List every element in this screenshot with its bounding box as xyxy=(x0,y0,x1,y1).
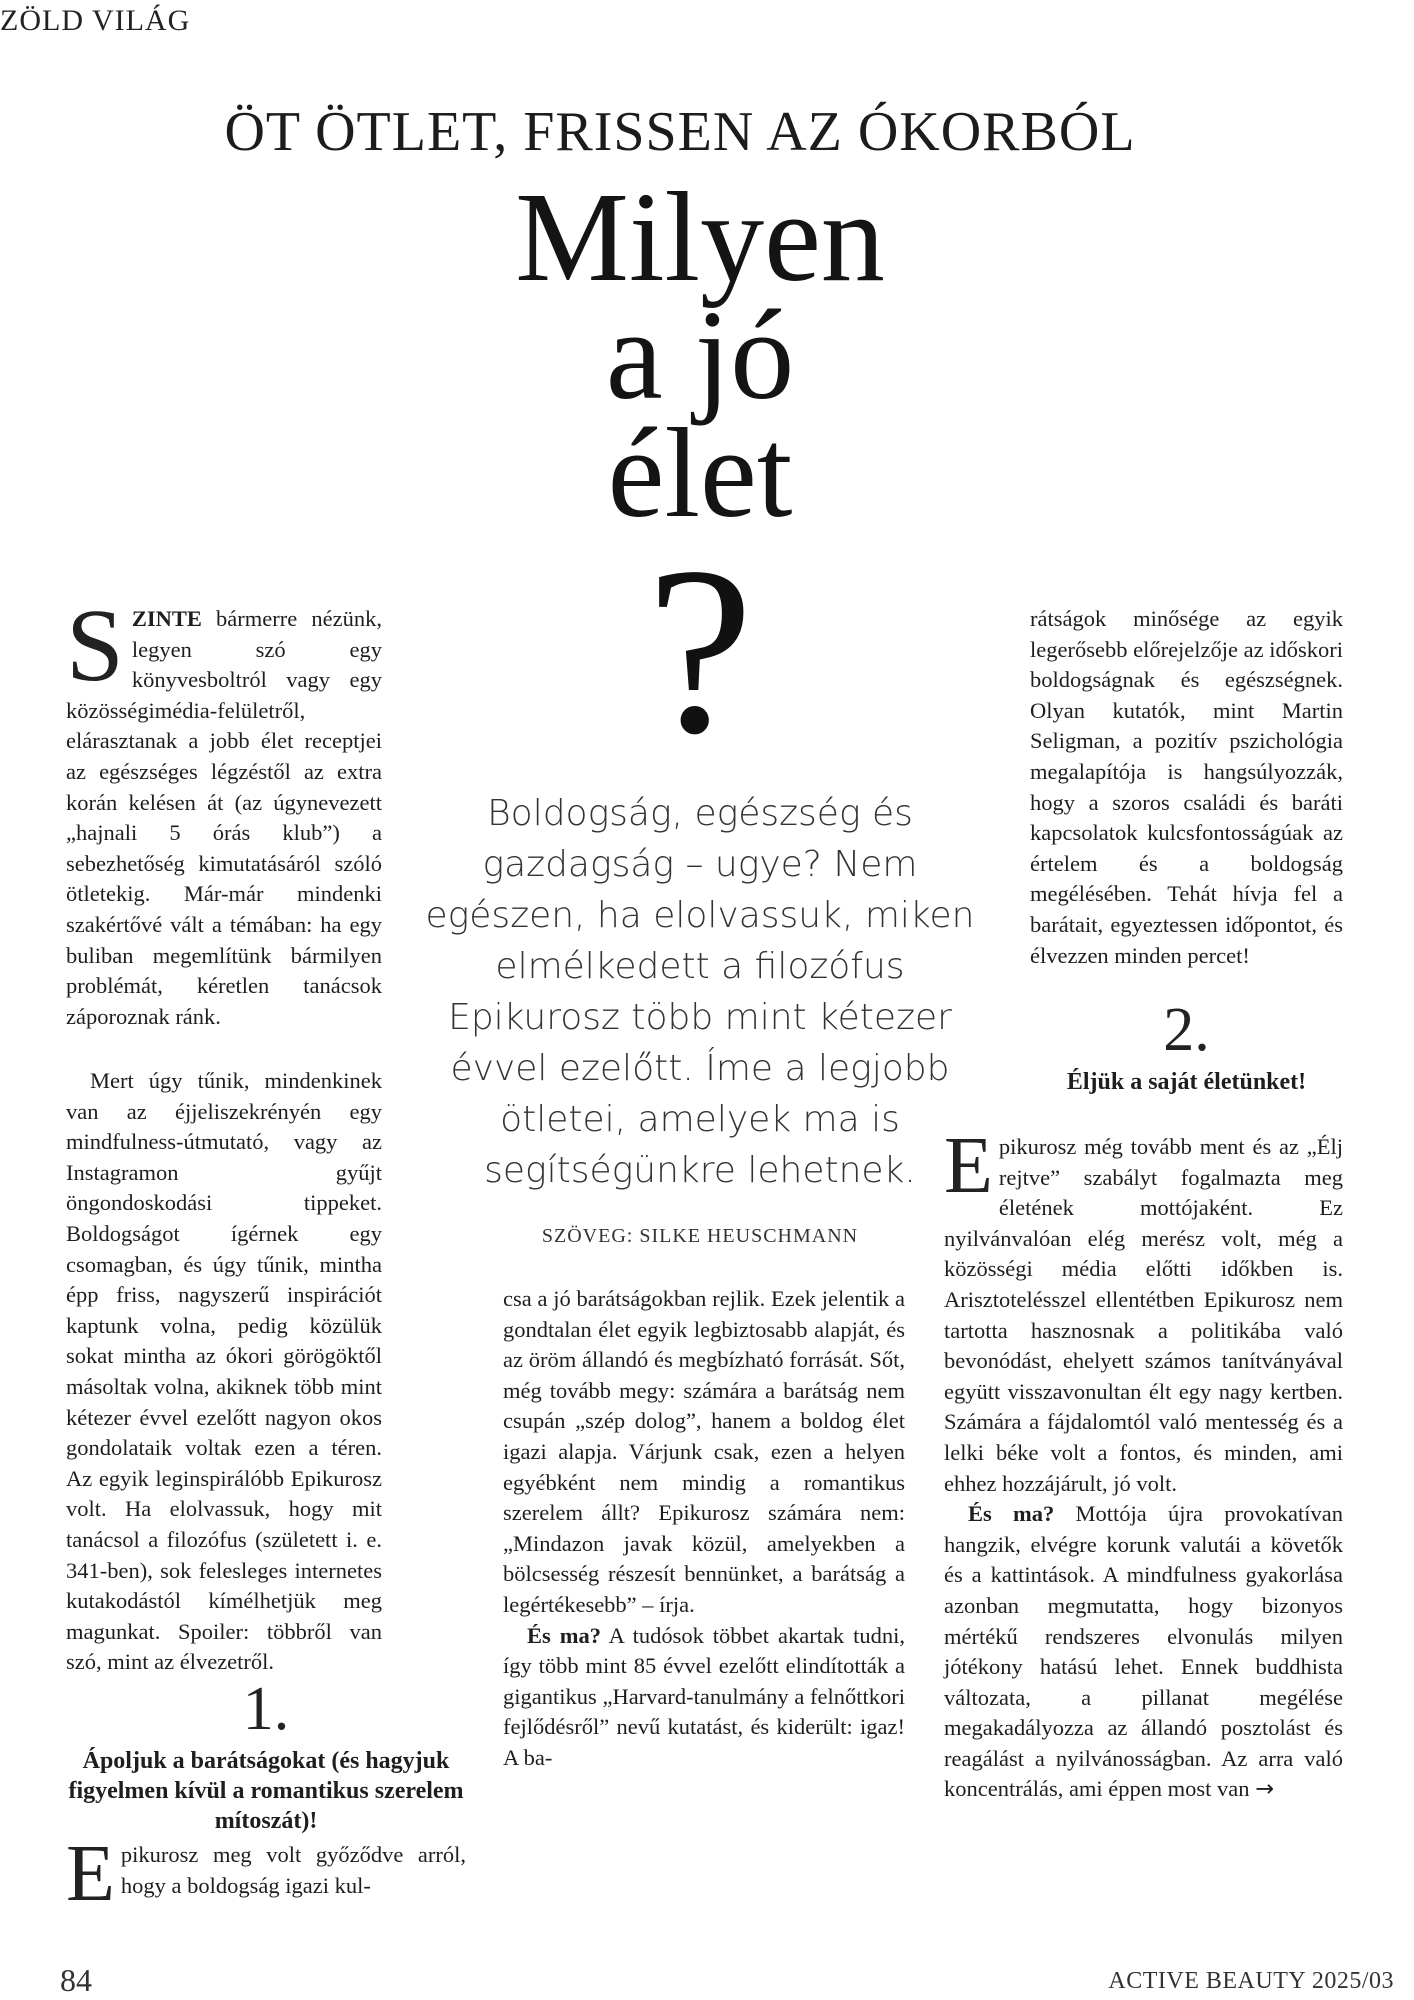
headline-line-3: élet xyxy=(607,402,793,544)
section-1-paragraph xyxy=(66,1830,466,1918)
es-ma-leadin-2: És ma? xyxy=(968,1501,1055,1527)
section-1 xyxy=(66,1675,466,1918)
dropcap-e-1: E xyxy=(66,1830,115,1918)
es-ma-leadin-1: És ma? xyxy=(527,1622,601,1648)
paragraph-2: Mert úgy tűnik, mindenkinek van az éjjeliszekrényén egy mindfulness-útmutató, vagy az Instagramon gyűjt öngondoskodási tippeket. Boldogságot ígérnek egy csomagban, és úgy tűnik, mintha épp friss, nagyszerű inspirációt kaptunk volna, pedig közülük sokat mintha az ókori görögöktől másoltak volna, akiknek több mint kétezer évvel ezelőtt nagyon okos gondolataik voltak ezen a téren. Az egyik leginspirálóbb Epikurosz volt. Ha elolvassuk, hogy mit tanácsol a filozófus (született i. e. 341-ben), sok felesleges internetes kutakodástól kímélhetjük meg magunkat. Spoiler: többről van szó, mint az élvezetről. xyxy=(66,1068,382,1675)
section-tag: ZÖLD VILÁG xyxy=(0,4,191,37)
article-headline xyxy=(400,166,1000,544)
headline-line-2: a jó xyxy=(605,284,795,426)
column-3-top xyxy=(1030,604,1343,1101)
page-number: 84 xyxy=(60,1962,92,1998)
article-lead: Boldogság, egészség és gazdagság – ugye? Nem egészen, ha elolvassuk, miken elmélkedett a filozófus Epikurosz több mint kétezer évvel ezelőtt. Íme a legjobb ötletei, amelyek ma is segítségünkre lehetnek. xyxy=(425,793,975,1191)
byline: SZÖVEG: SILKE HEUSCHMANN xyxy=(541,1225,859,1247)
section-1-title: Ápoljuk a barátságokat (és hagyjuk figyelmen kívül a romantikus szerelem mítoszát)! xyxy=(68,1748,464,1834)
column-1-top xyxy=(66,588,382,1032)
section-1-text: pikurosz meg volt győződve arról, hogy a boldogság igazi kul- xyxy=(120,1842,466,1898)
section-2-paragraph-2-text: Mottója újra provokatívan hangzik, elvégre korunk valutái a követők és a kattintások. A mindfulness gyakorlása azonban megmutatta, hogy bizonyos mértékű rendszeres elvonulás milyen jótékony hatású lehet. Ennek buddhista változata, a pillanat megélése megakadályozza az állandó posztolást és reagálást a nyilvánosságban. Az arra való koncentrálás, ami éppen most van xyxy=(944,1501,1343,1802)
column-2-paragraph-2 xyxy=(503,1621,905,1774)
intro-lead-word: ZINTE xyxy=(131,606,202,631)
continue-arrow-icon: → xyxy=(1255,1776,1275,1803)
column-1-mid xyxy=(66,1066,382,1678)
section-2-text: pikurosz még tovább ment és az „Élj rejtve” szabályt fogalmazta meg életének mottójaként. Ez nyilvánvalóan elég merész volt, még a közösségi média előtti időkben is. Arisztotelésszel ellentétben Epikurosz nem tartotta hasznosnak a politikába való bevonódást, ehelyett számos tanítványával együtt visszavonultan élt egy nagy kertben. Számára a fájdalomtól való mentesség és a lelki béke volt a fontos, és minden, ami ehhez hozzájárult, jó volt. xyxy=(944,1134,1343,1496)
section-2-number: 2. xyxy=(1163,996,1210,1065)
magazine-issue: ACTIVE BEAUTY 2025/03 xyxy=(1108,1968,1394,1994)
section-2-title: Éljük a saját életünket! xyxy=(1066,1069,1307,1096)
section-2-paragraph-2 xyxy=(944,1499,1343,1805)
column-2-paragraph-2-text: A tudósok többet akartak tudni, így több mint 85 évvel ezelőtt elindították a gigantikus „Harvard-tanulmány a felnőttkori fejlődésről” nevű kutatást, és kiderült: igaz! A ba- xyxy=(503,1622,905,1770)
column-3-bottom xyxy=(944,1122,1343,1805)
column-2 xyxy=(503,1284,905,1774)
question-mark: ? xyxy=(646,517,754,783)
section-1-number: 1. xyxy=(242,1675,290,1743)
headline-line-1: Milyen xyxy=(515,166,885,308)
intro-text: bármerre nézünk, legyen szó egy könyvesboltról vagy egy közösségimédia-felületről, elárasztanak a jobb élet receptjei az egészséges légzéstől az extra korán kelésen át (az úgynevezett „hajnali 5 órás klub”) a sebezhetőség kimutatásáról szóló ötletekig. Már-már mindenki szakértővé vált a témában: ha egy buliban megemlítünk bármilyen problémát, kéretlen tanácsok záporoznak ránk. xyxy=(66,606,382,1029)
dropcap-s: S xyxy=(66,588,124,703)
section-2-paragraph xyxy=(944,1122,1343,1499)
article-kicker: ÖT ÖTLET, FRISSEN AZ ÓKORBÓL xyxy=(224,101,1136,163)
dropcap-e-2: E xyxy=(944,1122,993,1210)
intro-paragraph xyxy=(66,588,382,1032)
column-2-paragraph-1: csa a jó barátságokban rejlik. Ezek jelentik a gondtalan élet egyik legbiztosabb alapját, és az öröm állandó és megbízható forrását. Sőt, még tovább megy: számára a barátság nem csupán „szép dolog”, hanem a boldog élet igazi alapja. Várjunk csak, ezen a helyen egyébként nem mindig a romantikus szerelem állt? Epikurosz számára nem: „Mindazon javak közül, amelyekben a bölcsesség részesít bennünket, a barátság a legértékesebb” – írja. xyxy=(503,1286,905,1617)
column-3-paragraph-1: rátságok minősége az egyik legerősebb előrejelzője az időskori boldogságnak és egészségnek. Olyan kutatók, mint Martin Seligman, a pozitív pszichológia megalapítója is hangsúlyozzák, hogy a szoros családi és baráti kapcsolatok kulcsfontosságúak az értelem és a boldogság megélésében. Tehát hívja fel a barátait, egyeztessen időpontot, és élvezzen minden percet! xyxy=(1030,606,1343,968)
